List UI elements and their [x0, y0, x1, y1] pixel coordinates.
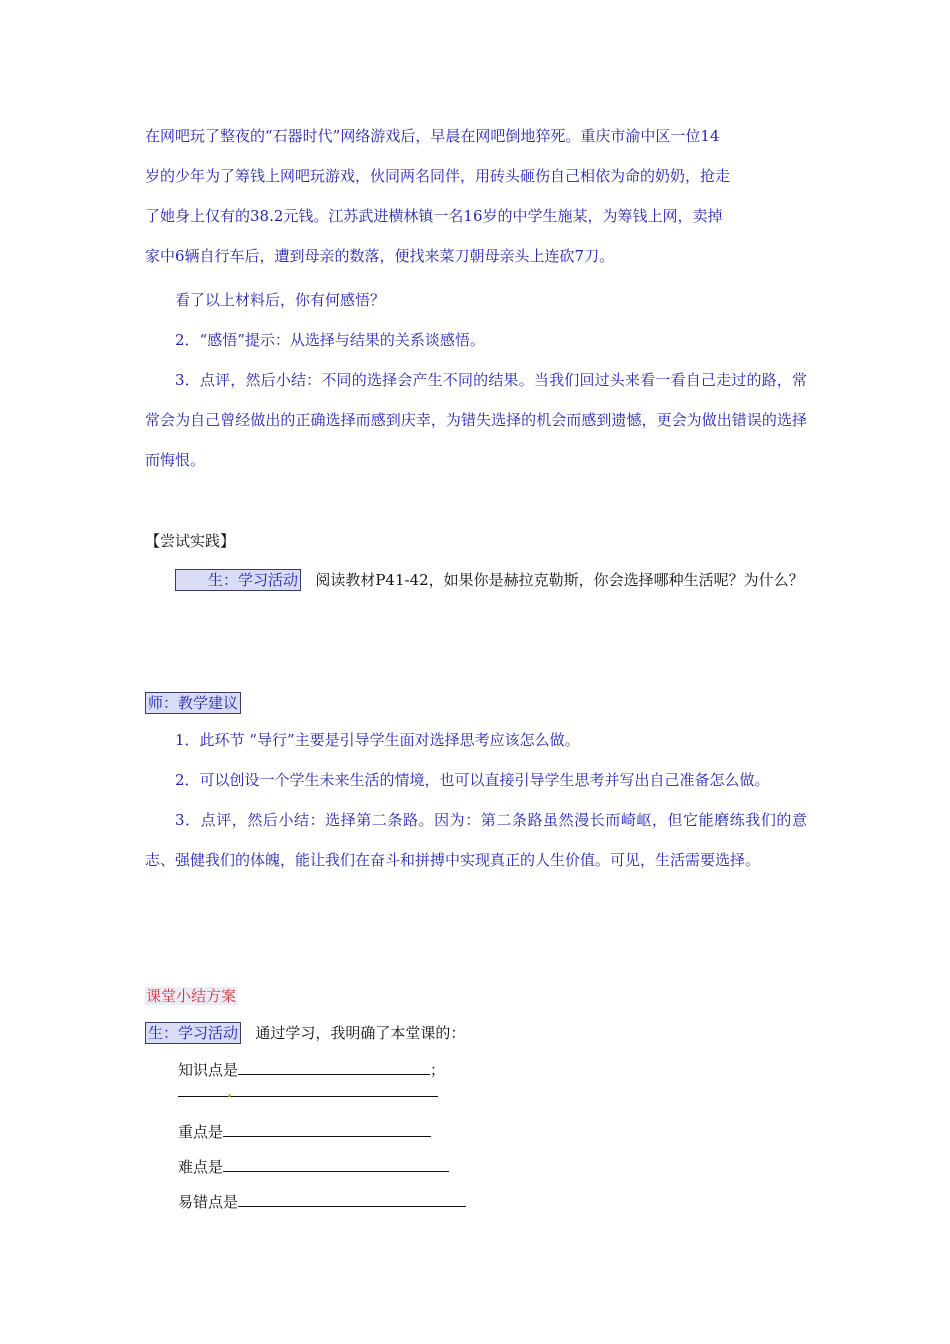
material-line: 在网吧玩了整夜的“石器时代”网络游戏后，早晨在网吧倒地猝死。重庆市渝中区一位14	[145, 127, 720, 145]
key-row	[178, 1120, 431, 1143]
tip-text: 2．“感悟”提示：从选择与结果的关系谈感悟。	[175, 331, 485, 349]
knowledge-label: 知识点是	[178, 1061, 239, 1079]
question-text: 看了以上材料后，你有何感悟？	[175, 291, 386, 309]
summary-text: 3．点评，然后小结：不同的选择会产生不同的结果。当我们回过头来看一看自己走过的路，常常会为自己曾经做出的正确选择而感到庆幸，为错失选择的机会而感到遗憾，更会为做出错误的选择而悔恨。	[145, 371, 807, 469]
error-row	[178, 1190, 466, 1213]
knowledge-blank[interactable]	[238, 1058, 430, 1075]
material-line: 家中6辆自行车后，遭到母亲的数落，便找来菜刀朝母亲头上连砍7刀。	[145, 247, 615, 265]
key-label: 重点是	[178, 1123, 224, 1141]
stray-dot	[228, 1094, 231, 1097]
knowledge-blank-2[interactable]	[178, 1080, 438, 1097]
teacher-suggestion-label: 师：教学建议	[145, 692, 241, 714]
practice-text: 阅读教材P41-42，如果你是赫拉克勒斯，你会选择哪种生活呢？为什么？	[315, 571, 804, 589]
difficult-label: 难点是	[178, 1158, 224, 1176]
summary-heading-row	[145, 985, 807, 1006]
reflection-block	[145, 280, 807, 480]
practice-heading: 【尝试实践】	[145, 532, 236, 550]
material-paragraph	[145, 116, 807, 276]
student-activity-label: 生：学习活动	[175, 569, 301, 591]
knowledge-row	[178, 1058, 445, 1081]
material-line: 岁的少年为了筹钱上网吧玩游戏，伙同两名同伴，用砖头砸伤自己相依为命的奶奶，抢走	[145, 167, 731, 185]
teacher-label-row	[145, 692, 807, 714]
suggestion-item: 3．点评，然后小结：选择第二条路。因为：第二条路虽然漫长而崎岖，但它能磨练我们的意志、强健我们的体魄，能让我们在奋斗和拼搏中实现真正的人生价值。可见，生活需要选择。	[145, 811, 807, 869]
summary-intro-row	[145, 1022, 807, 1044]
summary-heading: 课堂小结方案	[146, 987, 237, 1005]
error-label: 易错点是	[178, 1193, 239, 1211]
student-activity-label: 生：学习活动	[145, 1022, 241, 1044]
semicolon: ；	[430, 1061, 446, 1079]
practice-paragraph	[145, 560, 807, 600]
key-blank[interactable]	[223, 1120, 431, 1137]
summary-intro: 通过学习，我明确了本堂课的：	[255, 1024, 466, 1042]
teacher-suggestions	[145, 720, 807, 880]
difficult-blank[interactable]	[223, 1155, 449, 1172]
material-line: 了她身上仅有的38.2元钱。江苏武进横林镇一名16岁的中学生施某，为筹钱上网，卖掉	[145, 207, 723, 225]
knowledge-row-2	[178, 1080, 438, 1103]
suggestion-item: 2．可以创设一个学生未来生活的情境，也可以直接引导学生思考并写出自己准备怎么做。	[175, 771, 770, 789]
error-blank[interactable]	[238, 1190, 466, 1207]
difficult-row	[178, 1155, 449, 1178]
suggestion-item: 1．此环节 “导行”主要是引导学生面对选择思考应该怎么做。	[175, 731, 580, 749]
